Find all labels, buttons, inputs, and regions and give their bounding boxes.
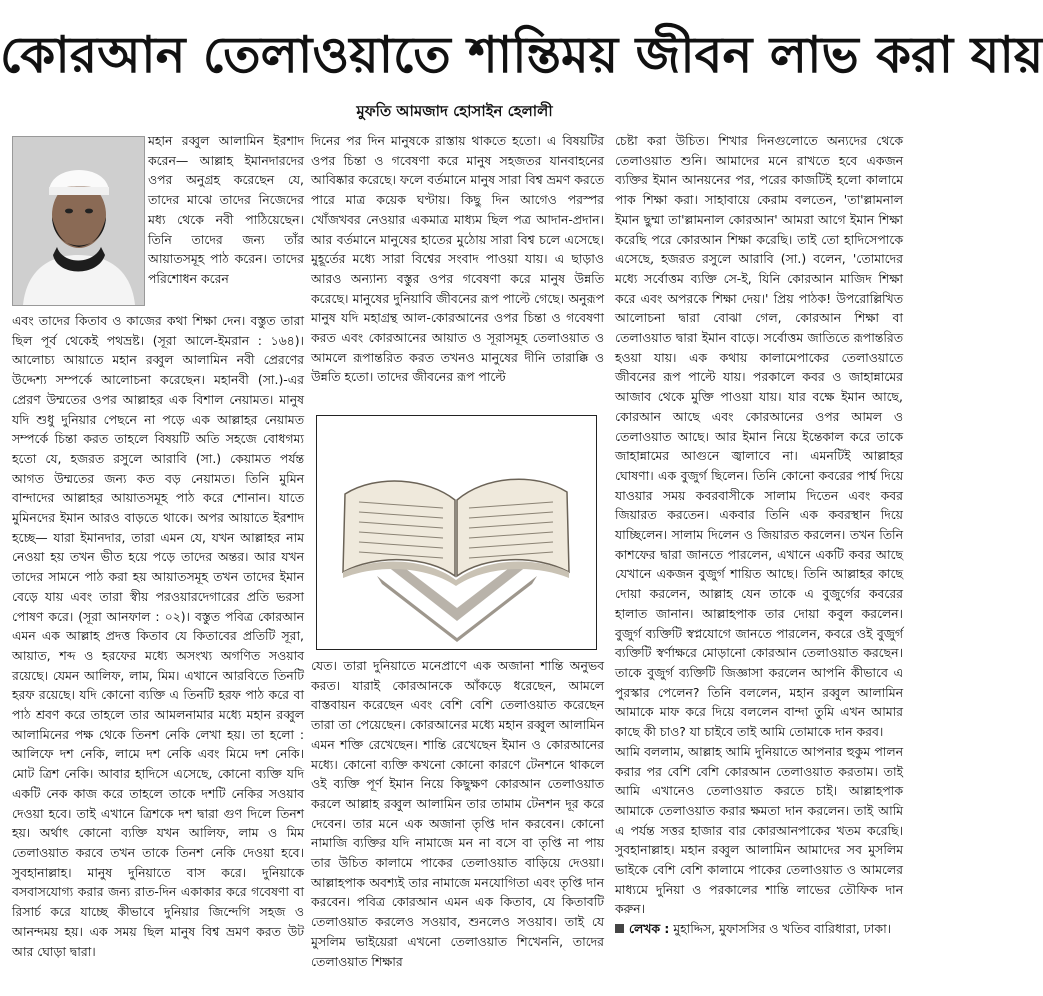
paragraph: দিনের পর দিন মানুষকে রাস্তায় থাকতে হতো। এ বিষয়টির ওপর চিন্তা ও গবেষণা করে মানুষ সহজতর যানবাহনের আবিষ্কার করেছে। ফলে বর্তমানে মানুষ সারা বিশ্ব ভ্রমণ করতে পারে মাত্র কয়েক ঘণ্টায়। কিছু দিন আগেও পরস্পর খোঁজখবর নেওয়ার একমাত্র মাধ্যম ছিল পত্র আদান-প্রদান। আর বর্তমানে মানুষের হাতের মুঠোয় সারা বিশ্ব চলে এসেছে। মুহূর্তের মধ্যে সারা বিশ্বের সংবাদ পাওয়া যায়। এ ছাড়াও আরও অন্যান্য বস্তুর ওপর গবেষণা করে মানুষ উন্নতি করেছে। মানুষের দুনিয়াবি জীবনের রূপ পাল্টে গেছে। অনুরূপ মানুষ যদি মহাগ্রন্থ আল-কোরআনের ওপর চিন্তা ও গবেষণা করত এবং কোরআনের আয়াত ও সূরাসমূহ তেলাওয়াত ও আমলে রূপান্তরিত করত তখনও মানুষের দীনি তারাক্কি ও উন্নতি হতো। তাদের জীবনের রূপ পাল্টে <box>311 133 604 385</box>
quran-image <box>316 415 597 650</box>
author-byline: মুফতি আমজাদ হোসাইন হেলালী <box>356 102 553 120</box>
writer-label: লেখক : <box>629 921 670 937</box>
author-photo <box>12 136 145 306</box>
writer-text: মুহাদ্দিস, মুফাসসির ও খতিব বারিধারা, ঢাকা। <box>673 921 892 937</box>
paragraph: আমি বললাম, আল্লাহ আমি দুনিয়াতে আপনার হুকুম পালন করার পর বেশি বেশি কোরআন তেলাওয়াত করতাম। তাই আমি এখানেও তেলাওয়াত করতে চাই। আল্লাহপাক আমাকে তেলাওয়াত করার ক্ষমতা দান করলেন। তাই আমি এ পর্যন্ত সত্তর হাজার বার কোরআনপাকের খতম করেছি। সুবহানাল্লাহ। মহান রব্বুল আলামিন আমাদের সব মুসলিম ভাইকে বেশি বেশি কালামে পাকের তেলাওয়াত ও আমলের মাধ্যমে দুনিয়া ও পরকালের শান্তি লাভের তৌফিক দান করুন। <box>615 743 903 917</box>
open-book-icon <box>317 416 596 649</box>
column-2-bottom <box>311 656 604 993</box>
writer-note <box>615 919 903 939</box>
column-3 <box>615 131 903 993</box>
column-1 <box>12 311 304 993</box>
person-portrait-icon <box>13 137 144 305</box>
column-2-top <box>311 131 604 409</box>
paragraph: এবং তাদের কিতাব ও কাজের কথা শিক্ষা দেন। বস্তুত তারা ছিল পূর্ব থেকেই পথভ্রষ্ট। (সূরা আলে-ইমরান : ১৬৪)। আলোচ্য আয়াতে মহান রব্বুল আলামিন নবী প্রেরণের উদ্দেশ্য সম্পর্কে আলোচনা করেছেন। মহানবী (সা.)-এর প্রেরণ উম্মতের ওপর আল্লাহর এক বিশাল নেয়ামত। মানুষ যদি শুধু দুনিয়ার পেছনে না পড়ে এক আল্লাহর নেয়ামত সম্পর্কে চিন্তা করত তাহলে বিষয়টি অতি সহজে বোধগম্য হতো যে, হজরত রসুলে আরাবি (সা.) কেয়ামত পর্যন্ত আগত উম্মতের জন্য কত বড় নেয়ামত। তিনি মুমিন বান্দাদের আল্লাহর আয়াতসমূহ পাঠ করে শোনান। যাতে মুমিনদের ইমান আরও বাড়তে থাকে। অপর আয়াতে ইরশাদ হচ্ছে— যারা ইমানদার, তারা এমন যে, যখন আল্লাহর নাম নেওয়া হয় তখন ভীত হয়ে পড়ে তাদের অন্তর। আর যখন তাদের সামনে পাঠ করা হয় আয়াতসমূহ তখন তাদের ইমান বেড়ে যায় এবং তারা স্বীয় পরওয়ারদেগারের প্রতি ভরসা পোষণ করে। (সূরা আনফাল : ০২)। বস্তুত পবিত্র কোরআন এমন এক আল্লাহ প্রদত্ত কিতাব যে কিতাবের প্রতিটি সূরা, আয়াত, শব্দ ও হরফের মধ্যে অসংখ্য অগণিত সওয়াব রয়েছে। যেমন আলিফ, লাম, মিম। এখানে আরবিতে তিনটি হরফ রয়েছে। যদি কোনো ব্যক্তি এ তিনটি হরফ পাঠ করে বা পাঠ শ্রবণ করে তাহলে তার আমলনামার মধ্যে মহান রব্বুল আলামিনের পক্ষ থেকে তিনশ নেকি লেখা হয়। তা হলো : আলিফে দশ নেকি, লামে দশ নেকি এবং মিমে দশ নেকি। মোট ত্রিশ নেকি। আবার হাদিসে এসেছে, কোনো ব্যক্তি যদি একটি নেক কাজ করে তাহলে তাকে দশটি নেকির সওয়াব দেওয়া হবে। তাই এখানে ত্রিশকে দশ দ্বারা গুণ দিলে তিনশ হয়। অর্থাৎ কোনো ব্যক্তি যখন আলিফ, লাম ও মিম তেলাওয়াত করবে তখন তাকে তিনশ নেকি দেওয়া হবে। সুবহানাল্লাহ। মানুষ দুনিয়াতে বাস করে। দুনিয়াকে বসবাসযোগ্য করার জন্য রাত-দিন একাকার করে গবেষণা বা রিসার্চ করে যাচ্ছে কীভাবে দুনিয়ার জিন্দেগি সহজ ও আনন্দময় হয়। এক সময় ছিল মানুষ বিশ্ব ভ্রমণ করত উট আর ঘোড়া দ্বারা। <box>12 313 304 959</box>
paragraph: মহান রব্বুল আলামিন ইরশাদ করেন— আল্লাহ ইমানদারদের ওপর অনুগ্রহ করেছেন যে, তাদের মাঝে তাদের নিজেদের মধ্য থেকে নবী পাঠিয়েছেন। তিনি তাদের জন্য তাঁর আয়াতসমূহ পাঠ করেন। তাদের পরিশোধন করেন <box>148 133 304 286</box>
paragraph: চেষ্টা করা উচিত। শিখার দিনগুলোতে অন্যদের থেকে তেলাওয়াত শুনি। আমাদের মনে রাখতে হবে একজন ব্যক্তির ইমান আনয়নের পর, পরের কাজটিই হলো কালামে পাক শিক্ষা করা। সাহাবায়ে কেরাম বলতেন, 'তা'ল্লামনাল ইমান ছুম্মা তা'ল্লামনাল কোরআন' আমরা আগে ইমান শিক্ষা করেছি পরে কোরআন শিক্ষা করেছি। তাই তো হাদিসেপাকে এসেছে, হজরত রসুলে আরাবি (সা.) বলেন, 'তোমাদের মধ্যে সর্বোত্তম ব্যক্তি সে-ই, যিনি কোরআন মাজিদ শিক্ষা করে এবং অপরকে শিক্ষা দেয়।' প্রিয় পাঠক! উপরোল্লিখিত আলোচনা দ্বারা বোঝা গেল, কোরআন শিক্ষা বা তেলাওয়াত দ্বারা ইমান বাড়ে। সর্বোত্তম জাতিতে রূপান্তরিত হওয়া যায়। এক কথায় কালামেপাকের তেলাওয়াতে জীবনের রূপ পাল্টে যায়। পরকালে কবর ও জাহান্নামের আজাব থেকে মুক্তি পাওয়া যায়। যার বক্ষে ইমান আছে, কোরআন আছে এবং কোরআনের ওপর আমল ও তেলাওয়াত আছে। আর ইমান নিয়ে ইন্তেকাল করে তাকে জাহান্নামের আগুনে জ্বালাবে না। এমনটিই আল্লাহর ঘোষণা। এক বুজুর্গ ছিলেন। তিনি কোনো কবরের পার্শ্ব দিয়ে যাওয়ার সময় কবরবাসীকে সালাম দিতেন এবং কবর জিয়ারত করতেন। একবার তিনি এক কবরস্থান দিয়ে যাচ্ছিলেন। সালাম দিলেন ও জিয়ারত করলেন। তখন তিনি কাশফের দ্বারা জানতে পারলেন, এখানে একটি কবর আছে যেখানে একজন বুজুর্গ শায়িত আছে। তিনি আল্লাহর কাছে দোয়া করলেন, আল্লাহ যেন তাকে এ বুজুর্গের কবরের হালাত জানান। আল্লাহপাক তার দোয়া কবুল করলেন। বুজুর্গ ব্যক্তিটি স্বপ্নযোগে জানতে পারলেন, কবরে ওই বুজুর্গ ব্যক্তিটি স্বর্ণাক্ষরে মোড়ানো কোরআন তেলাওয়াত করছেন। তাকে বুজুর্গ ব্যক্তিটি জিজ্ঞাসা করলেন আপনি কীভাবে এ পুরস্কার পেলেন? তিনি বললেন, মহান রব্বুল আলামিন আমাকে মাফ করে দিয়ে বললেন বান্দা তুমি এখন আমার কাছে কী চাও? যা চাইবে তাই আমি তোমাকে দান করব। <box>615 133 903 740</box>
headline: কোরআন তেলাওয়াতে শান্তিময় জীবন লাভ করা যায় <box>0 25 1043 84</box>
square-bullet-icon <box>615 924 624 933</box>
paragraph: যেত। তারা দুনিয়াতে মনেপ্রাণে এক অজানা শান্তি অনুভব করত। যারাই কোরআনকে আঁকড়ে ধরেছেন, আমলে বাস্তবায়ন করেছেন এবং বেশি বেশি তেলাওয়াত করেছেন তারা তা পেয়েছেন। কোরআনের মধ্যে মহান রব্বুল আলামিন এমন শক্তি রেখেছেন। শান্তি রেখেছেন ইমান ও কোরআনের মধ্যে। কোনো ব্যক্তি কখনো কোনো কারণে টেনশনে থাকলে ওই ব্যক্তি পূর্ণ ইমান নিয়ে কিছুক্ষণ কোরআন তেলাওয়াত করলে আল্লাহ রব্বুল আলামিন তার তামাম টেনশন দূর করে দেবেন। তার মনে এক অজানা তৃপ্তি দান করবেন। কোনো নামাজি ব্যক্তির যদি নামাজে মন না বসে বা তৃপ্তি না পায় তার উচিত কালামে পাকের তেলাওয়াত বাড়িয়ে দেওয়া। আল্লাহপাক অবশ্যই তার নামাজে মনযোগিতা এবং তৃপ্তি দান করবেন। পবিত্র কোরআন এমন এক কিতাব, যে কিতাবটি তেলাওয়াত করলেও সওয়াব, শুনলেও সওয়াব। তাই যে মুসলিম ভাইয়েরা এখনো তেলাওয়াত শিখেননি, তাদের তেলাওয়াত শিক্ষার <box>311 658 604 969</box>
column-1-intro <box>148 131 304 311</box>
